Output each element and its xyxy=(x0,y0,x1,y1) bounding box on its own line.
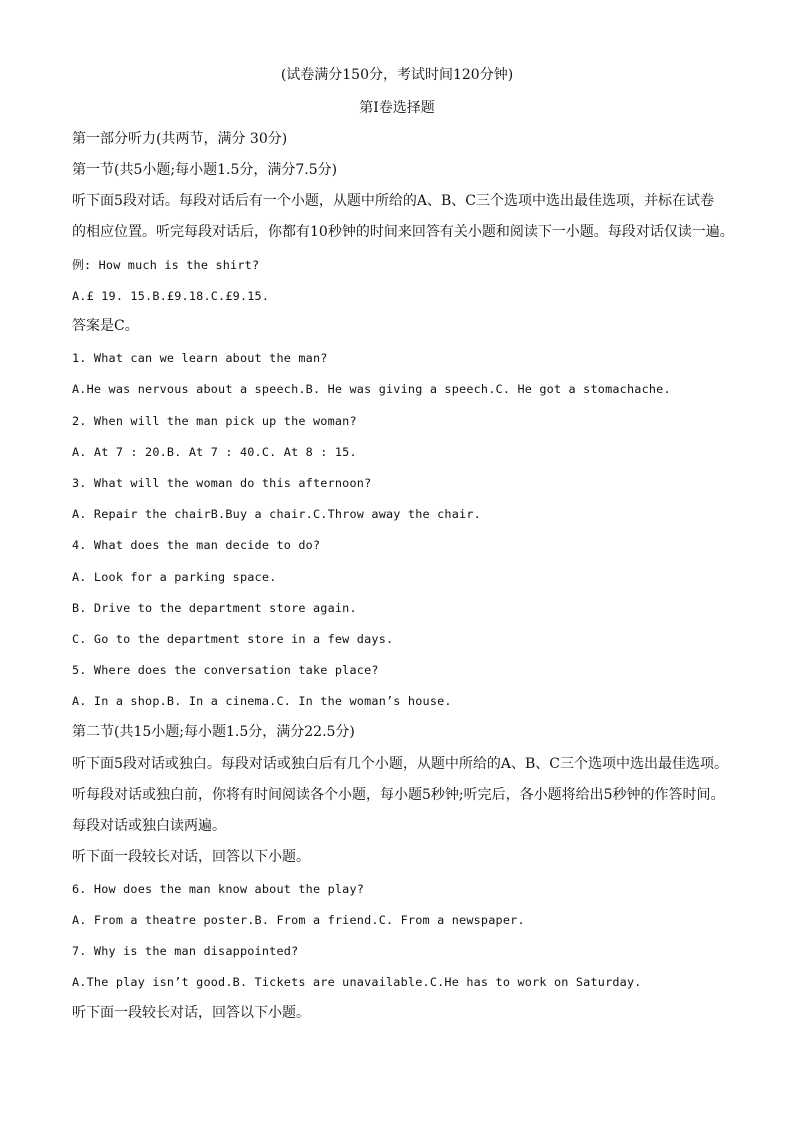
question-6: 6. How does the man know about the play? xyxy=(72,882,365,896)
question-7: 7. Why is the man disappointed? xyxy=(72,944,299,958)
question-6-options: A. From a theatre poster.B. From a friend.C. From a newspaper. xyxy=(72,913,525,927)
question-5-options: A. In a shop.B. In a cinema.C. In the woman’s house. xyxy=(72,694,452,708)
example-options: A.£ 19. 15.B.£9.18.C.£9.15. xyxy=(72,289,270,303)
lead-in: 听下面一段较长对话，回答以下小题。 xyxy=(72,849,310,865)
lead-in: 听下面一段较长对话，回答以下小题。 xyxy=(72,1005,310,1021)
part1-title: 第一部分听力(共两节，满分 30分) xyxy=(72,131,288,147)
volume-title: 第Ⅰ卷选择题 xyxy=(359,100,435,116)
question-3: 3. What will the woman do this afternoon? xyxy=(72,476,372,490)
section2-instruction-line: 听每段对话或独白前，你将有时间阅读各个小题，每小题5秒钟;听完后，各小题将给出5秒钟的作答时间。 xyxy=(72,787,725,803)
question-2-options: A. At 7 : 20.B. At 7 : 40.C. At 8 : 15. xyxy=(72,445,357,459)
question-1-options: A.He was nervous about a speech.B. He was giving a speech.C. He got a stomachache. xyxy=(72,382,671,396)
example-answer: 答案是C。 xyxy=(72,318,139,334)
question-7-options: A.The play isn’t good.B. Tickets are unavailable.C.He has to work on Saturday. xyxy=(72,975,642,989)
section2-instruction-line: 听下面5段对话或独白。每段对话或独白后有几个小题，从题中所给的A、B、C三个选项中选出最佳选项。 xyxy=(72,756,729,772)
question-3-options: A. Repair the chairB.Buy a chair.C.Throw away the chair. xyxy=(72,507,481,521)
section1-instruction-line: 的相应位置。听完每段对话后，你都有10秒钟的时间来回答有关小题和阅读下一小题。每段对话仅读一遍。 xyxy=(72,224,734,240)
question-5: 5. Where does the conversation take place? xyxy=(72,663,379,677)
question-4-option-a: A. Look for a parking space. xyxy=(72,570,277,584)
question-1: 1. What can we learn about the man? xyxy=(72,351,328,365)
section1-title: 第一节(共5小题;每小题1.5分，满分7.5分) xyxy=(72,162,338,178)
example-question: 例: How much is the shirt? xyxy=(72,258,260,272)
section1-instruction-line: 听下面5段对话。每段对话后有一个小题，从题中所给的A、B、C三个选项中选出最佳选项，并标在试卷 xyxy=(72,193,715,209)
section2-instruction-line: 每段对话或独白读两遍。 xyxy=(72,818,226,834)
question-4: 4. What does the man decide to do? xyxy=(72,538,321,552)
question-2: 2. When will the man pick up the woman? xyxy=(72,414,357,428)
exam-info: (试卷满分150分，考试时间120分钟) xyxy=(280,67,514,83)
question-4-option-c: C. Go to the department store in a few days. xyxy=(72,632,394,646)
question-4-option-b: B. Drive to the department store again. xyxy=(72,601,357,615)
section2-title: 第二节(共15小题;每小题1.5分，满分22.5分) xyxy=(72,724,355,740)
